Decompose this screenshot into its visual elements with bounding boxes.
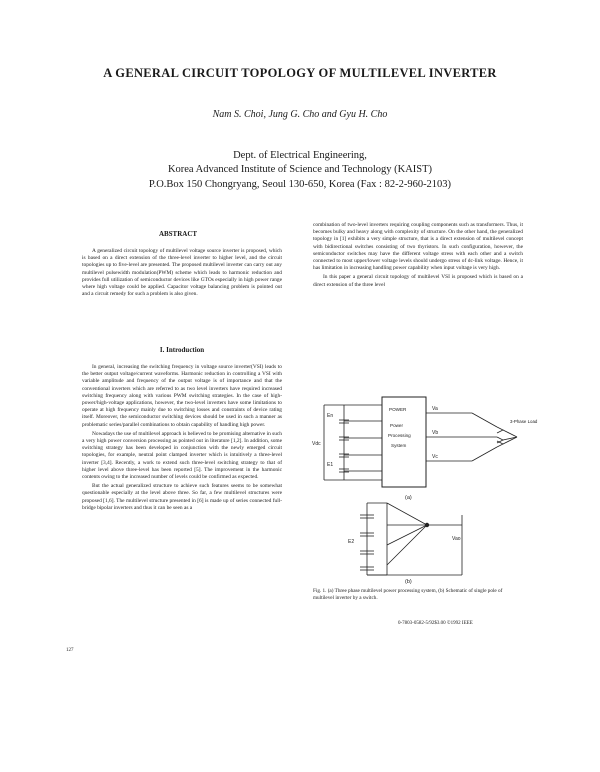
intro-paragraph-1: In general, increasing the switching frequency in voltage source inverter(VSI) leads to the better output voltage/current waveforms. Harmonic reduction in controlling a VSI with variable amplitude and frequency of the output voltage is of importance and that the conventional inverters which are referred to as two level inverters have required increased switching frequency along with various PWM switching strategies. In the case of high-power/high-voltage applications, however, the two-level inverters have some limitations to operate at high frequency mainly due to switching losses and constraints of device rating itself. Moreover, the semiconductor switching devices should be used in such a manner as problematic series/parallel combinations to obtain capability of handling high power. [82,364,282,428]
intro-heading: I. Introduction [159,346,205,354]
label-load: 3-Phase Load [510,419,538,424]
figure-1 [312,375,552,585]
abstract-body [82,248,282,298]
right-column-body [313,222,523,289]
intro-body [82,364,282,512]
author-list: Nam S. Choi, Jung G. Cho and Gyu H. Cho [212,109,388,120]
label-vao: Vao [452,536,461,542]
label-e1: E1 [327,462,334,468]
box-label-1: POWER [389,407,407,412]
label-va: Va [432,406,438,412]
label-vdc: Vdc [312,441,321,447]
page-number: 127 [66,648,74,653]
affiliation-address: P.O.Box 150 Chongryang, Seoul 130-650, Korea (Fax : 82-2-960-2103) [148,179,452,190]
paper-title: A GENERAL CIRCUIT TOPOLOGY OF MULTILEVEL INVERTER [103,66,497,80]
subfigure-a-label: (a) [405,495,412,501]
label-e2: E2 [348,539,355,545]
right-paragraph-1: combination of two-level inverters requiring coupling components such as transformers. Thus, it becomes bulky and heavy along with complexity of structure. On the other hand, the generalized topology in [1] exhibits a very simple structure, that is a direct extension of multilevel concept with bidirectional switches consisting of two thyristors. In such configuration, however, the semiconductor switches may have the different voltage stress with each other and a switch connected to most upper/lower voltage levels should undergo stress of dc-link voltage. Hence, it has limitation in increasing handling power capability when input voltage is very high. [313,222,523,272]
figure-1a-circuit [324,397,517,487]
intro-paragraph-3: But the actual generalized structure to achieve such features seems to be somewhat questionable especially at the level above three. So far, a few multilevel structures were proposed [1,6]. The multilevel structure presented in [6] is made up of series connected full-bridge bipolar inverters and thus it can be seen as a [82,483,282,511]
isbn-line: 0-7803-0582-5/92$3.00 ©1992 IEEE [398,621,473,626]
label-vb: Vb [432,430,439,436]
abstract-heading: ABSTRACT [158,230,198,238]
figure-1b-circuit [360,503,462,575]
box-label-4: System [391,443,407,448]
subfigure-b-label: (b) [405,579,412,585]
figure-caption: Fig. 1. (a) Three phase multilevel power processing system, (b) Schematic of single pole of multilevel inverter by a switch. [313,588,503,601]
intro-paragraph-2: Nowadays the use of multilevel approach is believed to be promising alternative in such a very high power conversion processing as pointed out in literature [1,2]. In addition, some switching strategy has been developed in conjunction with the newly emerged circuit topologies, for example, neutral point clamped inverter which is intuitively a three-level inverter [3,4]. Recently, a work to extend such three-level switching strategy to that of higher level above three-level has been reported [5]. The improvement in the harmonic contents owing to the increased number of levels could be confirmed as expected. [82,430,282,481]
abstract-text: A generalized circuit topology of multilevel voltage source inverter is proposed, which is based on a direct extension of the three-level inverter to higher level, and the circuit topologies up to five-level are presented. The proposed multilevel inverter can carry out any multilevel pulsewidth modulation(PWM) scheme which leads to harmonic reduction and provides full utilization of semiconductor devices like GTOs especially in high power range where high voltage could be applied. Capacitor voltage balancing problem is pointed out and a circuit remedy for such a problem is also given. [82,248,282,298]
box-label-2: Power [390,423,404,428]
box-label-3: Processing [388,433,411,438]
affiliation-institute: Korea Advanced Institute of Science and Technology (KAIST) [167,164,433,175]
label-en: En [327,413,334,419]
affiliation-dept: Dept. of Electrical Engineering, [233,150,367,161]
right-paragraph-2: In this paper a general circuit topology of multilevel VSI is proposed which is based on a direct extension of the three level [313,274,523,288]
label-vc: Vc [432,454,438,460]
